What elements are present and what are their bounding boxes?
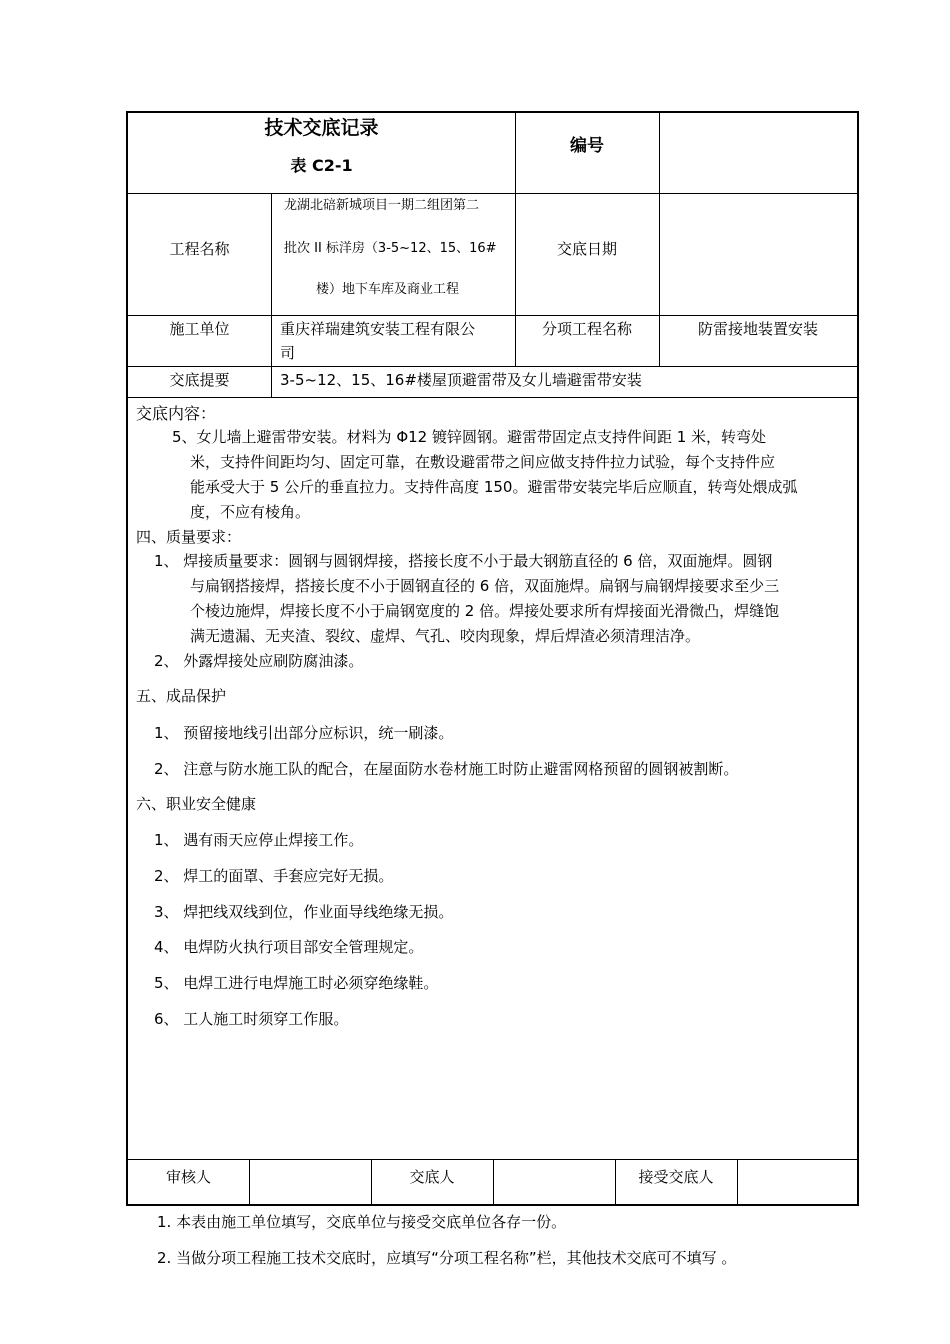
disclosure-record-form: [126, 111, 859, 1206]
presenter-label: 交底人: [409, 1168, 455, 1186]
list-item: 6、 工人施工时须穿工作服。: [154, 1010, 349, 1028]
safety-heading: 六、职业安全健康: [136, 795, 257, 813]
subproject-name-value: 防雷接地装置安装: [697, 320, 818, 338]
paragraph-line: 5、女儿墙上避雷带安装。材料为 Φ12 镀锌圆钢。避雷带固定点支持件间距 1 米，转弯处: [172, 428, 767, 446]
row-divider: [128, 366, 857, 367]
receiver-label: 接受交底人: [638, 1168, 714, 1186]
construction-unit-line: 司: [280, 344, 296, 362]
reviewer-label: 审核人: [165, 1168, 211, 1186]
paragraph-line: 米，支持件间距均匀、固定可靠，在敷设避雷带之间应做支持件拉力试验，每个支持件应: [190, 453, 776, 471]
footnote: 2. 当做分项工程施工技术交底时，应填写“分项工程名称”栏，其他技术交底可不填写 。: [157, 1249, 737, 1267]
protection-heading: 五、成品保护: [136, 687, 227, 705]
paragraph-line: 度，不应有棱角。: [190, 503, 311, 521]
serial-number-label: 编号: [570, 136, 604, 156]
row-divider: [128, 397, 857, 398]
column-divider: [737, 1159, 738, 1206]
paragraph-line: 个棱边施焊，焊接长度不小于扁钢宽度的 2 倍。焊接处要求所有焊接面光滑微凸，焊缝饱: [190, 602, 780, 620]
column-divider: [271, 193, 272, 397]
subproject-name-label: 分项工程名称: [541, 320, 632, 338]
form-title: 技术交底记录: [264, 117, 379, 139]
project-name-label: 工程名称: [169, 240, 230, 258]
list-item: 2、 焊工的面罩、手套应完好无损。: [154, 867, 394, 885]
disclosure-summary-label: 交底提要: [169, 371, 230, 389]
paragraph-line: 能承受大于 5 公斤的垂直拉力。支持件高度 150。避雷带安装完毕后应顺直，转弯处煨成弧: [190, 478, 798, 496]
footnote: 1. 本表由施工单位填写，交底单位与接受交底单位各存一份。: [157, 1213, 567, 1231]
list-item: 2、 外露焊接处应刷防腐油漆。: [154, 652, 364, 670]
project-name-line: 楼）地下车库及商业工程: [316, 282, 460, 297]
construction-unit-line: 重庆祥瑞建筑安装工程有限公: [280, 320, 476, 338]
list-item: 2、 注意与防水施工队的配合，在屋面防水卷材施工时防止避雷网格预留的圆钢被割断。: [154, 760, 739, 778]
content-heading: 交底内容：: [136, 404, 217, 423]
paragraph-line: 满无遗漏、无夹渣、裂纹、虚焊、气孔、咬肉现象，焊后焊渣必须清理洁净。: [190, 627, 701, 645]
disclosure-summary-value: 3-5~12、15、16#楼屋顶避雷带及女儿墙避雷带安装: [280, 371, 642, 389]
paragraph-line: 1、 焊接质量要求：圆钢与圆钢焊接，搭接长度不小于最大钢筋直径的 6 倍，双面施焊。圆钢: [154, 552, 773, 570]
list-item: 5、 电焊工进行电焊施工时必须穿绝缘鞋。: [154, 974, 439, 992]
row-divider: [128, 193, 857, 194]
column-divider: [249, 1159, 250, 1206]
column-divider: [493, 1159, 494, 1206]
project-name-line: 龙湖北碚新城项目一期二组团第二: [284, 198, 480, 213]
disclosure-date-label: 交底日期: [556, 240, 617, 258]
row-divider: [128, 315, 857, 316]
list-item: 1、 遇有雨天应停止焊接工作。: [154, 831, 364, 849]
list-item: 1、 预留接地线引出部分应标识，统一刷漆。: [154, 724, 454, 742]
project-name-line: 批次 II 标洋房（3-5~12、15、16#: [284, 241, 497, 256]
form-number: 表 C2-1: [290, 156, 353, 175]
paragraph-line: 与扁钢搭接焊，搭接长度不小于圆钢直径的 6 倍，双面施焊。扁钢与扁钢焊接要求至少三: [190, 577, 780, 595]
quality-heading: 四、质量要求：: [136, 528, 242, 546]
list-item: 3、 焊把线双线到位，作业面导线绝缘无损。: [154, 903, 454, 921]
construction-unit-label: 施工单位: [169, 320, 230, 338]
list-item: 4、 电焊防火执行项目部安全管理规定。: [154, 938, 424, 956]
